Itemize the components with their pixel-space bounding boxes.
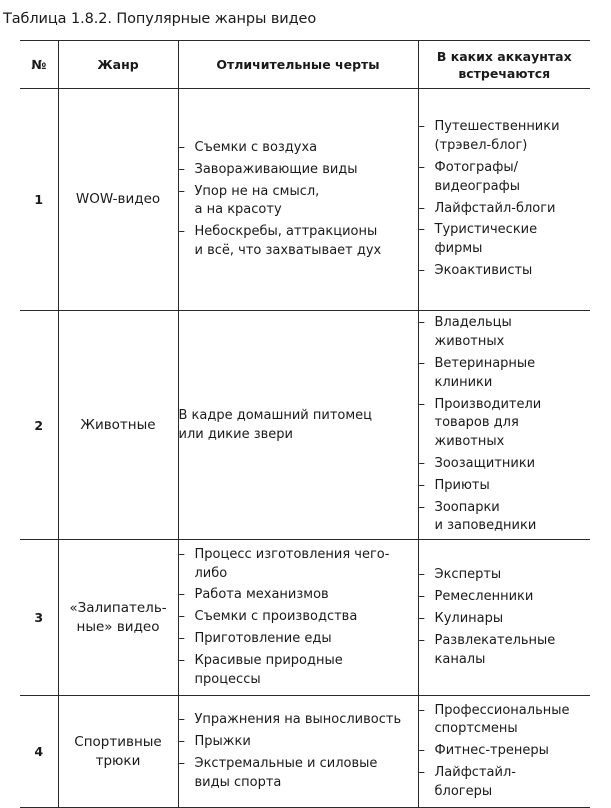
accounts-cell [418,540,590,696]
header-genre: Жанр [58,41,178,89]
list-item: – Фитнес-тренеры [419,742,591,761]
list-item: – Экоактивисты [419,262,591,281]
accounts-list [419,314,591,535]
list-item: – Производители товаров для животных [419,396,591,452]
list-item: – Профессиональные спортсмены [419,702,591,739]
list-item: – Зоозащитники [419,455,591,474]
table-row [20,89,590,311]
list-item: – Ремесленники [419,588,591,607]
list-item: – Путешественники (трэвел-блог) [419,118,591,155]
genre-cell: «Залипатель- ные» видео [58,540,178,696]
genres-table [20,40,590,808]
list-item: – Экстремальные и силовые виды спорта [179,755,418,792]
features-cell [178,311,418,540]
features-list [179,546,418,690]
list-item: – Завораживающие виды [179,161,418,180]
table-caption: Таблица 1.8.2. Популярные жанры видео [3,11,317,27]
header-features: Отличительные черты [178,41,418,89]
list-item: – Ветеринарные клиники [419,355,591,392]
header-row [20,41,590,89]
list-item: – Туристические фирмы [419,221,591,258]
accounts-cell [418,89,590,311]
list-item: – Упражнения на выносливость [179,711,418,730]
table-row [20,696,590,808]
features-cell [178,540,418,696]
list-item: – Зоопарки и заповедники [419,499,591,536]
list-item: – Лайфстайл- блогеры [419,764,591,801]
features-cell [178,89,418,311]
list-item: – Небоскребы, аттракционы и всё, что захватывает дух [179,223,418,260]
row-number: 3 [20,540,58,696]
accounts-list [419,566,591,669]
list-item: – Красивые природные процессы [179,652,418,689]
list-item: – Приюты [419,477,591,496]
features-list [179,139,418,261]
list-item: – Упор не на смысл, а на красоту [179,183,418,220]
list-item: – Прыжки [179,733,418,752]
row-number: 4 [20,696,58,808]
list-item: – Эксперты [419,566,591,585]
list-item: – Лайфстайл-блоги [419,200,591,219]
features-list [179,711,418,792]
accounts-cell [418,311,590,540]
list-item: – Приготовление еды [179,630,418,649]
genre-cell: WOW-видео [58,89,178,311]
list-item: – Фотографы/ видеографы [419,159,591,196]
list-item: – Работа механизмов [179,586,418,605]
genre-cell: Спортивные трюки [58,696,178,808]
table-row [20,540,590,696]
list-item: – Съемки с производства [179,608,418,627]
row-number: 2 [20,311,58,540]
accounts-cell [418,696,590,808]
header-accounts: В каких аккаунтах встречаются [418,41,590,89]
list-item: – Процесс изготовления чего- либо [179,546,418,583]
list-item: – Кулинары [419,610,591,629]
features-cell [178,696,418,808]
accounts-list [419,118,591,280]
list-item: – Съемки с воздуха [179,139,418,158]
list-item: – Владельцы животных [419,314,591,351]
row-number: 1 [20,89,58,311]
features-text: В кадре домашний питомец или дикие звери [178,408,373,443]
accounts-list [419,702,591,802]
genre-cell: Животные [58,311,178,540]
table-row [20,311,590,540]
list-item: – Развлекательные каналы [419,632,591,669]
header-num: № [20,41,58,89]
